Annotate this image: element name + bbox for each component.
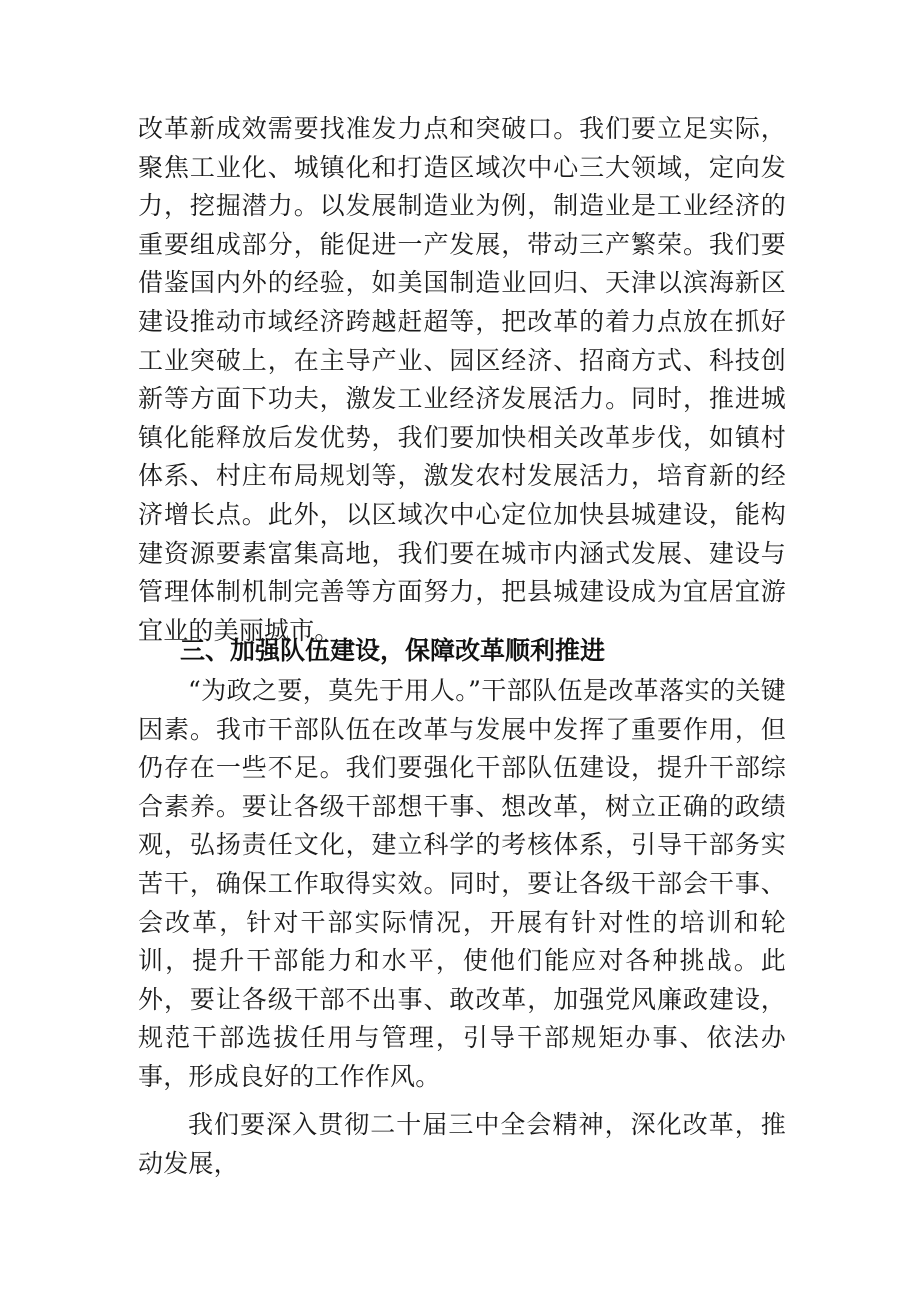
body-paragraph: 改革新成效需要找准发力点和突破口。我们要立足实际，聚焦工业化、城镇化和打造区域次中心三大领域，定向发力，挖掘潜力。以发展制造业为例，制造业是工业经济的重要组成部分，能促进一产发展，带动三产繁荣。我们要借鉴国内外的经验，如美国制造业回归、天津以滨海新区建设推动市域经济跨越赶超等，把改革的着力点放在抓好工业突破上，在主导产业、园区经济、招商方式、科技创新等方面下功夫，激发工业经济发展活力。同时，推进城镇化能释放后发优势，我们要加快相关改革步伐，如镇村体系、村庄布局规划等，激发农村发展活力，培育新的经济增长点。此外，以区域次中心定位加快县城建设，能构建资源要素富集高地，我们要在城市内涵式发展、建设与管理体制机制完善等方面努力，把县城建设成为宜居宜游宜业的美丽城市。 [138, 114, 786, 645]
body-paragraph: “为政之要，莫先于用人。”干部队伍是改革落实的关键因素。我市干部队伍在改革与发展中发挥了重要作用，但仍存在一些不足。我们要强化干部队伍建设，提升干部综合素养。要让各级干部想干事、想改革，树立正确的政绩观，弘扬责任文化，建立科学的考核体系，引导干部务实苦干，确保工作取得实效。同时，要让各级干部会干事、会改革，针对干部实际情况，开展有针对性的培训和轮训，提升干部能力和水平，使他们能应对各种挑战。此外，要让各级干部不出事、敢改革，加强党风廉政建设，规范干部选拔任用与管理，引导干部规矩办事、依法办事，形成良好的工作作风。 [138, 676, 786, 1091]
section-heading: 三、加强队伍建设，保障改革顺利推进 [180, 636, 606, 665]
body-paragraph: 我们要深入贯彻二十届三中全会精神，深化改革，推动发展， [138, 1110, 786, 1178]
